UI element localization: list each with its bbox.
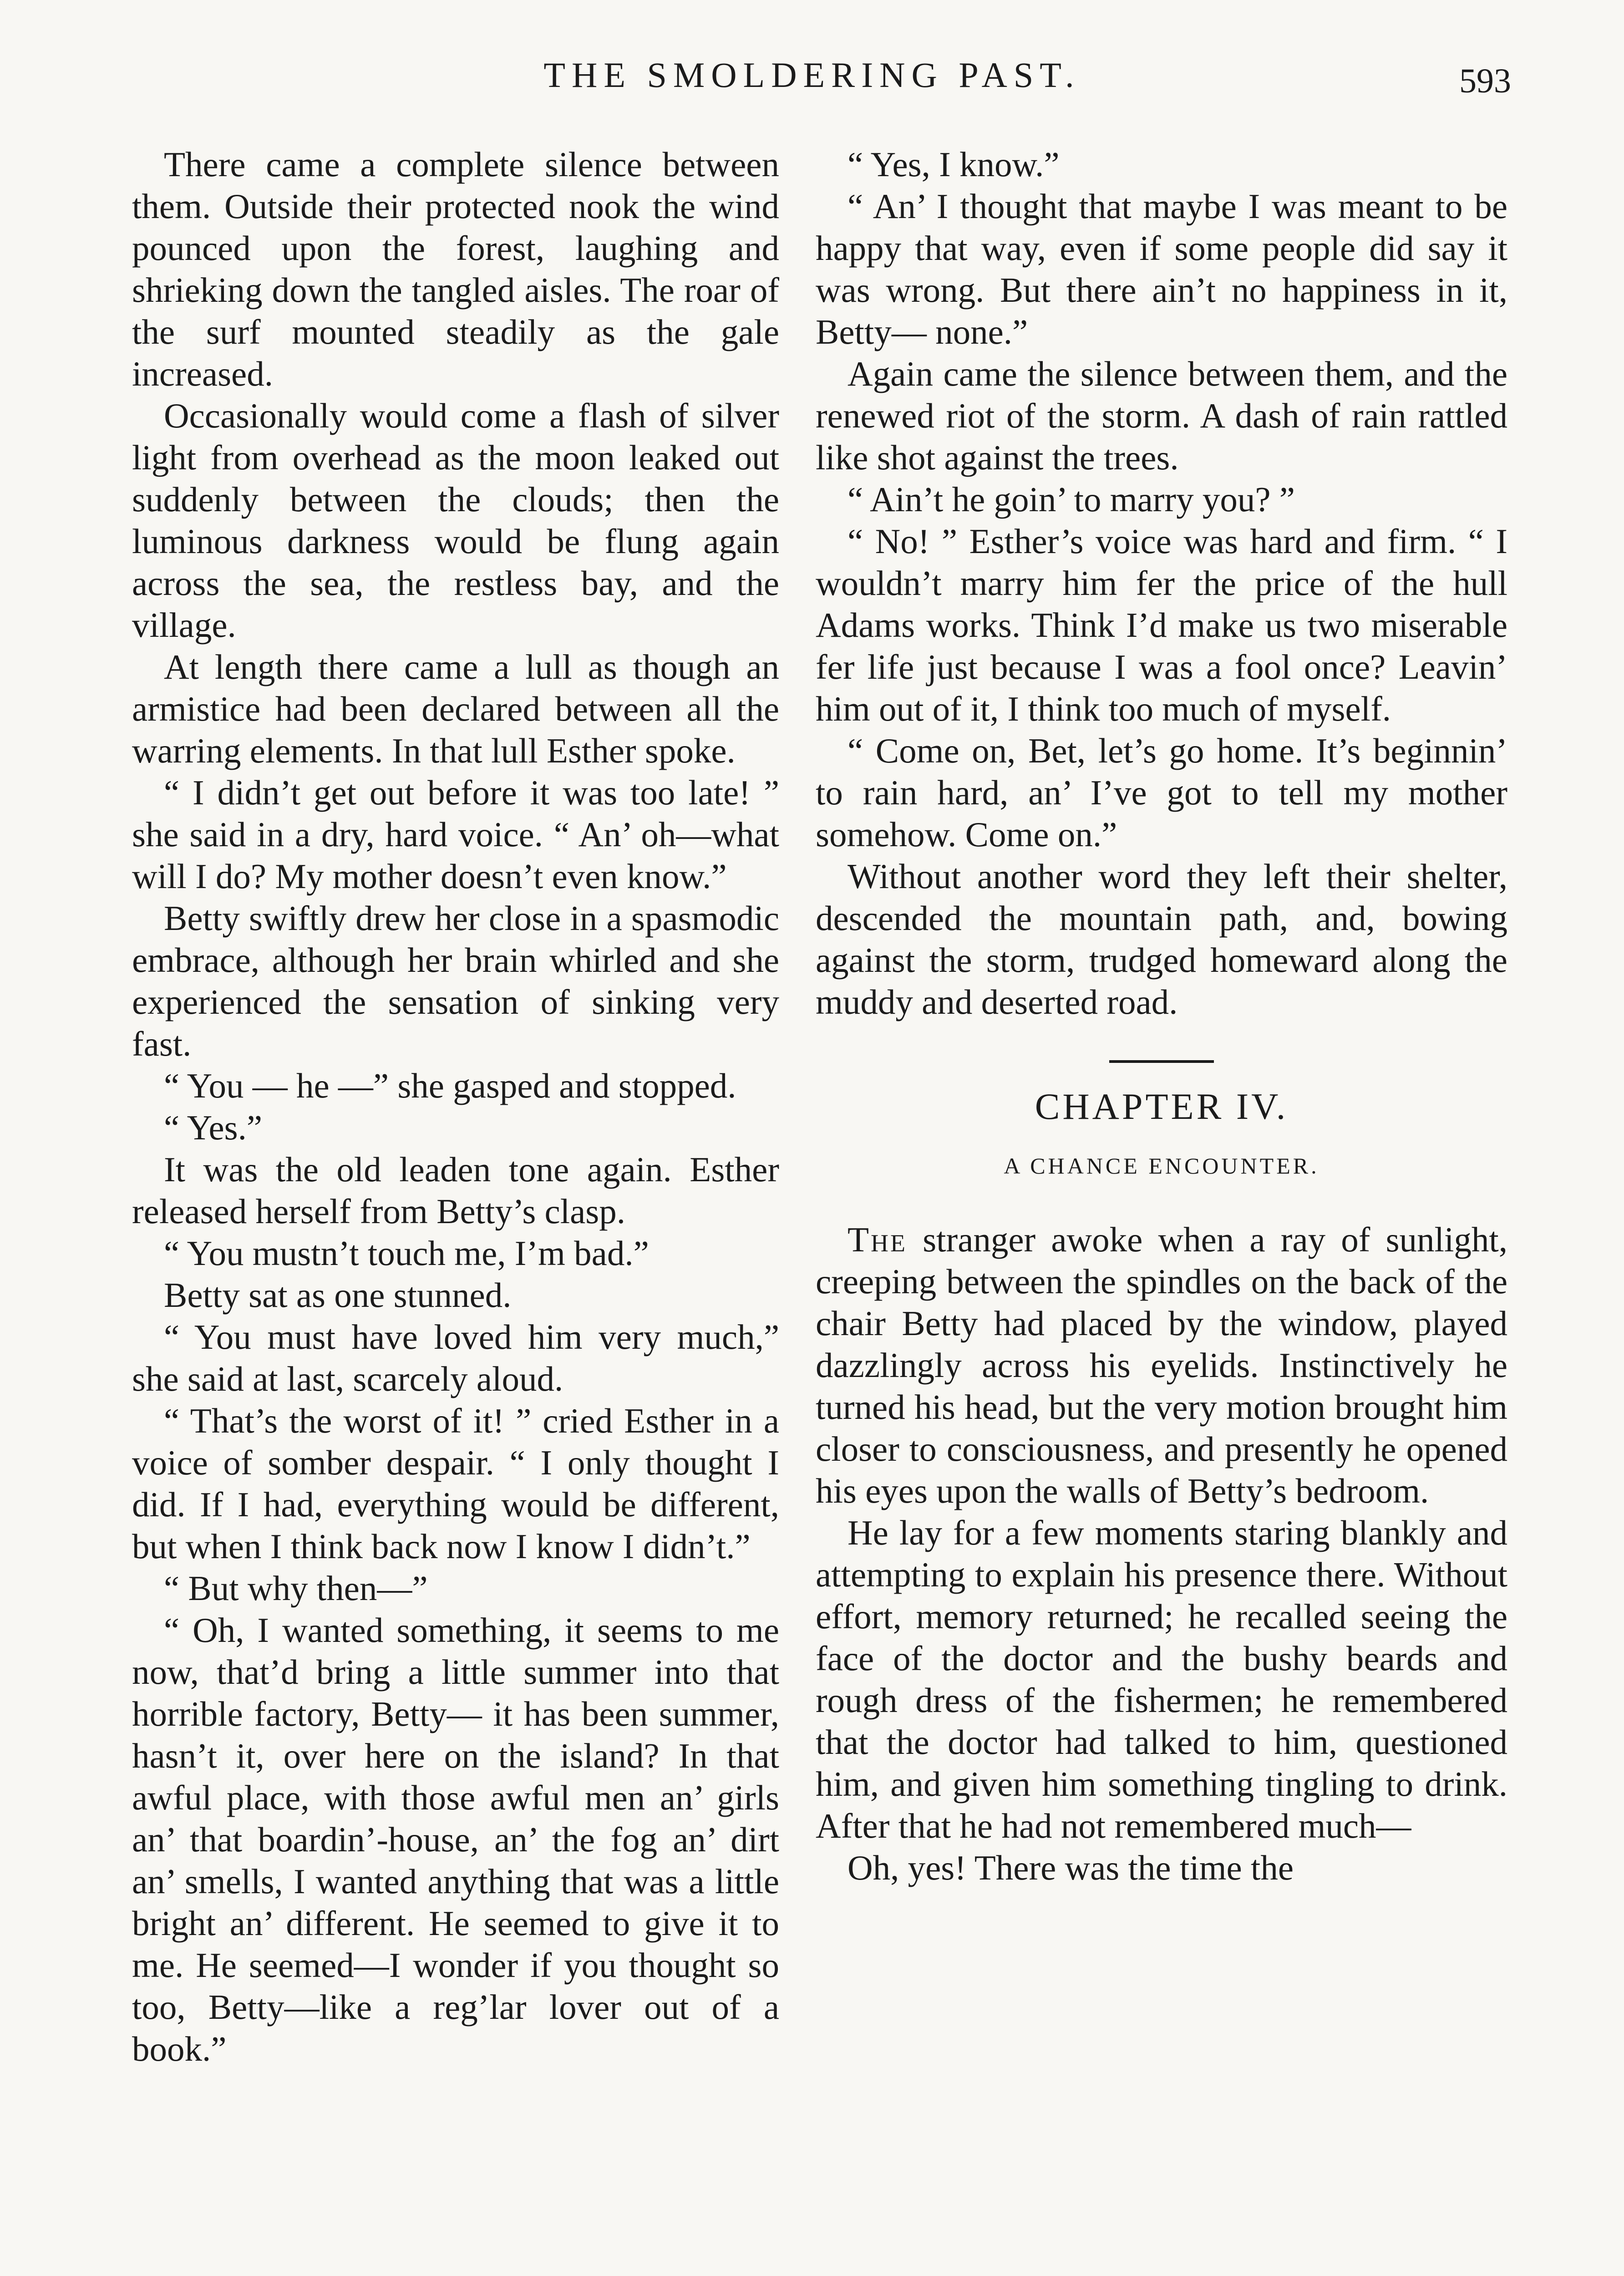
paragraph: Again came the silence between them, and the renewed riot of the storm. A dash of rain rattled like shot against the trees.	[816, 354, 1507, 477]
paragraph: There came a complete silence between them. Outside their protected nook the wind pounced upon the forest, laughing and shrieking down the tangled aisles. The roar of the surf mounted steadily as the gale increased.	[132, 145, 779, 393]
paragraph: “ Oh, I wanted something, it seems to me now, that’d bring a little summer into that horrible factory, Betty— it has been summer, hasn’t it, over here on the island? In that awful place, with those awful men an’ girls an’ that boardin’-house, an’ the fog an’ dirt an’ smells, I wanted anything that was a little bright an’ different. He seemed to give it to me. He seemed—I wonder if you thought so too, Betty—like a reg’lar lover out of a book.”	[132, 1610, 779, 2068]
chapter-opening-paragraph	[816, 1219, 1507, 1512]
paragraph: He lay for a few moments staring blankly and attempting to explain his presence there. Without effort, memory returned; he recalled seeing the face of the doctor and the bushy beards and rough dress of the fishermen; he remembered that the doctor had talked to him, questioned him, and given him something tingling to drink. After that he had not remembered much—	[816, 1513, 1507, 1845]
paragraph: “ An’ I thought that maybe I was meant to be happy that way, even if some people did say it was wrong. But there ain’t no happiness in it, Betty— none.”	[816, 187, 1507, 351]
paragraph: Betty sat as one stunned.	[164, 1275, 512, 1315]
running-title: THE SMOLDERING PAST.	[543, 55, 1081, 95]
left-column	[132, 143, 779, 2070]
paragraph: “ Yes, I know.”	[848, 145, 1060, 184]
paragraph: “ But why then—”	[164, 1569, 428, 1608]
section-divider	[1109, 1060, 1214, 1063]
paragraph: “ No! ” Esther’s voice was hard and firm. “ I wouldn’t marry him fer the price of the hull Adams works. Think I’d make us two miserable fer life just because I was a fool once? Leavin’ him out of it, I think too much of myself.	[816, 522, 1507, 728]
paragraph: Without another word they left their shelter, descended the mountain path, and, bowing against the storm, trudged homeward along the muddy and deserted road.	[816, 857, 1507, 1021]
paragraph: “ I didn’t get out before it was too late! ” she said in a dry, hard voice. “ An’ oh—what will I do? My mother doesn’t even know.”	[132, 773, 779, 896]
paragraph: “ You mustn’t touch me, I’m bad.”	[164, 1234, 649, 1273]
paragraph: Oh, yes! There was the time the	[848, 1848, 1294, 1887]
paragraph: “ That’s the worst of it! ” cried Esther in a voice of somber despair. “ I only thought I did. If I had, everything would be different, but when I think back now I know I didn’t.”	[132, 1401, 779, 1566]
page-number: 593	[1459, 62, 1511, 100]
right-column	[816, 143, 1507, 1889]
paragraph: At length there came a lull as though an armistice had been declared between all the warring elements. In that lull Esther spoke.	[132, 647, 779, 770]
chapter-opening-text: stranger awoke when a ray of sunlight, creeping between the spindles on the back of the chair Betty had placed by the window, played dazzlingly across his eyelids. Instinctively he turned his head, but the very motion brought him closer to consciousness, and presently he opened his eyes upon the walls of Betty’s bedroom.	[816, 1220, 1507, 1510]
chapter-title: CHAPTER IV.	[1035, 1086, 1289, 1127]
paragraph: “ Yes.”	[164, 1108, 263, 1147]
paragraph: Betty swiftly drew her close in a spasmodic embrace, although her brain whirled and she experienced the sensation of sinking very fast.	[132, 899, 779, 1063]
paragraph: Occasionally would come a flash of silver light from overhead as the moon leaked out suddenly between the clouds; then the luminous darkness would be flung again across the sea, the restless bay, and the village.	[132, 396, 779, 645]
paragraph: “ Come on, Bet, let’s go home. It’s beginnin’ to rain hard, an’ I’ve got to tell my mother somehow. Come on.”	[816, 731, 1507, 854]
chapter-lead-word: The	[848, 1220, 908, 1259]
paragraph: “ Ain’t he goin’ to marry you? ”	[848, 480, 1295, 519]
chapter-subtitle: A CHANCE ENCOUNTER.	[1004, 1153, 1320, 1179]
paragraph: It was the old leaden tone again. Esther released herself from Betty’s clasp.	[132, 1150, 779, 1231]
paragraph: “ You — he —” she gasped and stopped.	[164, 1066, 736, 1105]
paragraph: “ You must have loved him very much,” she said at last, scarcely aloud.	[132, 1317, 779, 1398]
